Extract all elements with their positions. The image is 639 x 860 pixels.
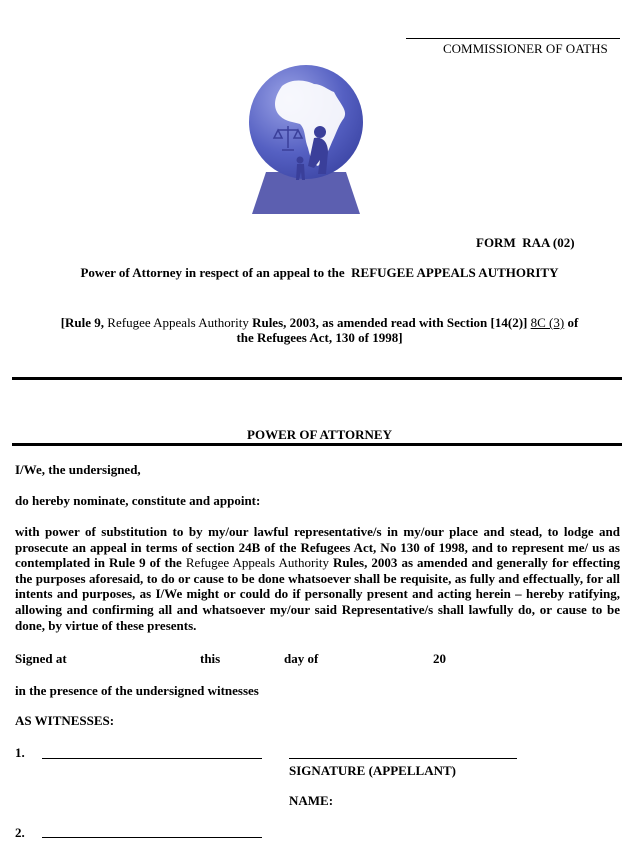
appellant-signature-label: SIGNATURE (APPELLANT) — [289, 763, 456, 778]
commissioner-of-oaths-label: COMMISSIONER OF OATHS — [443, 41, 608, 56]
witness-presence-statement: in the presence of the undersigned witnesses — [15, 683, 259, 698]
signed-at-label: Signed at — [15, 651, 67, 666]
section-reference: 8C (3) — [530, 315, 565, 330]
undersigned-statement: I/We, the undersigned, — [15, 462, 141, 477]
paragraph-rules-name: Refugee Appeals Authority — [185, 555, 329, 571]
rule-reference-line-2: the Refugees Act, 130 of 1998] — [236, 330, 403, 345]
appellant-name-label: NAME: — [289, 793, 334, 808]
witness-1-number: 1. — [15, 745, 25, 760]
authority-paragraph — [15, 524, 620, 633]
paragraph-part-2: Rules, 2003 as amended and generally for effecting the purposes aforesaid, to do or cause to be done whatsoever shall be requisite, as fully and effectually, for all intents and purposes, as I/We might or could do if personally present and acting herein – hereby ratifying, allowing and confirming all and whatsoever my/our said Representative/s shall lawfully do, or cause to be done, by virtue of these presents. — [15, 555, 621, 633]
refugee-appeals-authority-logo — [248, 64, 364, 214]
heading-prefix: Power of Attorney in respect of an appeal to the — [80, 265, 345, 280]
paragraph-part-1: with power of substitution to by my/our lawful representative/s in my/our place and stead, to lodge and prosecute an appeal in terms of section 24B of the Refugees Act, No 130 of 1998, and to represent me/ us as contemplated in Rule 9 of the — [15, 524, 620, 571]
section-divider — [12, 377, 622, 380]
rule-open: [Rule 9, — [60, 315, 105, 330]
as-witnesses-label: AS WITNESSES: — [15, 713, 115, 728]
document-heading — [0, 265, 639, 281]
title-divider — [12, 443, 622, 446]
year-label: 20 — [433, 651, 446, 666]
witness-1-signature-line — [42, 758, 262, 759]
rules-rest: Rules, 2003, as amended read with Section [14(2)] — [252, 315, 528, 330]
day-of-label: day of — [284, 651, 319, 666]
heading-authority: REFUGEE APPEALS AUTHORITY — [351, 265, 559, 280]
rule-of: of — [567, 315, 579, 330]
rule-reference-line-1 — [0, 315, 639, 331]
this-label: this — [200, 651, 221, 666]
witness-2-number: 2. — [15, 825, 25, 840]
nominate-statement: do hereby nominate, constitute and appoint: — [15, 493, 261, 508]
form-label: FORM — [476, 235, 516, 250]
form-number: RAA (02) — [522, 235, 575, 250]
rules-name: Refugee Appeals Authority — [107, 315, 249, 330]
witness-2-signature-line — [42, 837, 262, 838]
power-of-attorney-title: POWER OF ATTORNEY — [247, 427, 392, 442]
commissioner-signature-line — [406, 38, 620, 39]
appellant-signature-line — [289, 758, 517, 759]
form-code — [476, 235, 575, 251]
